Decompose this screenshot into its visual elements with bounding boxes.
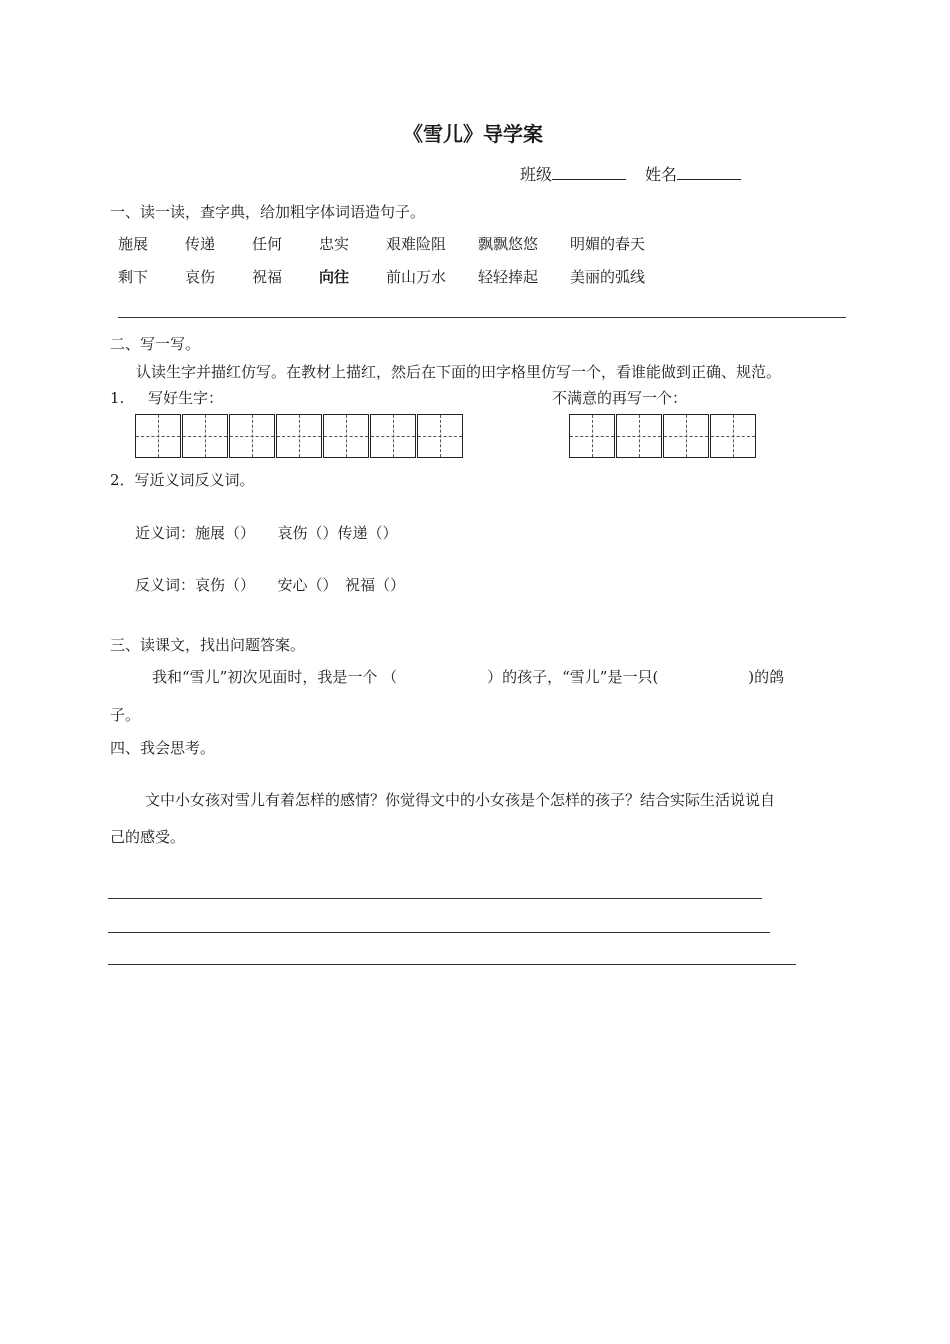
word: 前山万水 — [386, 268, 447, 286]
word: 剩下 — [118, 268, 149, 286]
section4-question-line1: 文中小女孩对雪儿有着怎样的感情？你觉得文中的小女孩是个怎样的孩子？结合实际生活说说自 — [145, 791, 776, 809]
tian-cell[interactable] — [229, 414, 275, 458]
word: 哀伤 — [185, 268, 216, 286]
answer-line[interactable] — [108, 898, 762, 899]
word: 传递 — [185, 235, 216, 253]
word: 飘飘悠悠 — [478, 235, 539, 253]
antonyms-line: 反义词：哀伤（） 安心（） 祝福（） — [135, 576, 406, 594]
class-blank[interactable] — [552, 163, 626, 180]
word: 施展 — [118, 235, 149, 253]
section3-question-line2: 子。 — [110, 706, 141, 724]
tian-cell[interactable] — [616, 414, 662, 458]
section3-question-line1: 我和“雪儿”初次见面时，我是一个 （ ）的孩子，“雪儿”是一只( )的鸽 — [152, 668, 785, 686]
synonyms-line: 近义词：施展（） 哀伤（）传递（） — [135, 524, 398, 542]
item1-right-label: 不满意的再写一个： — [552, 389, 688, 407]
word: 美丽的弧线 — [570, 268, 646, 286]
name-field — [645, 163, 741, 185]
tian-cell[interactable] — [276, 414, 322, 458]
tian-cell[interactable] — [135, 414, 181, 458]
page-title: 《雪儿》导学案 — [403, 122, 543, 146]
tian-cell[interactable] — [710, 414, 756, 458]
word: 祝福 — [252, 268, 283, 286]
tian-grid-main — [135, 414, 463, 458]
name-blank[interactable] — [677, 163, 741, 180]
word: 艰难险阻 — [386, 235, 447, 253]
answer-line[interactable] — [108, 932, 770, 933]
tian-grid-retry — [569, 414, 756, 458]
word: 任何 — [252, 235, 283, 253]
tian-cell[interactable] — [182, 414, 228, 458]
section1-heading: 一、读一读，查字典，给加粗字体词语造句子。 — [110, 203, 426, 221]
class-field — [520, 163, 626, 185]
word: 忠实 — [319, 235, 350, 253]
section4-heading: 四、我会思考。 — [110, 739, 216, 757]
item1-label: 写好生字： — [148, 389, 224, 407]
class-label: 班级 — [520, 165, 553, 184]
tian-cell[interactable] — [323, 414, 369, 458]
name-label: 姓名 — [645, 165, 678, 184]
word-bold: 向往 — [319, 268, 350, 286]
item2-heading: 2．写近义词反义词。 — [110, 471, 255, 489]
tian-cell[interactable] — [370, 414, 416, 458]
tian-cell[interactable] — [569, 414, 615, 458]
tian-cell[interactable] — [417, 414, 463, 458]
section2-heading: 二、写一写。 — [110, 335, 201, 353]
section2-instruction: 认读生字并描红仿写。在教材上描红，然后在下面的田字格里仿写一个，看谁能做到正确、规范。 — [136, 363, 782, 381]
section3-heading: 三、读课文，找出问题答案。 — [110, 636, 306, 654]
section4-question-line2: 己的感受。 — [110, 828, 186, 846]
word: 明媚的春天 — [570, 235, 646, 253]
answer-line[interactable] — [108, 964, 796, 965]
tian-cell[interactable] — [663, 414, 709, 458]
word: 轻轻捧起 — [478, 268, 539, 286]
answer-line[interactable] — [118, 317, 846, 318]
item1-number: 1. — [110, 389, 125, 407]
